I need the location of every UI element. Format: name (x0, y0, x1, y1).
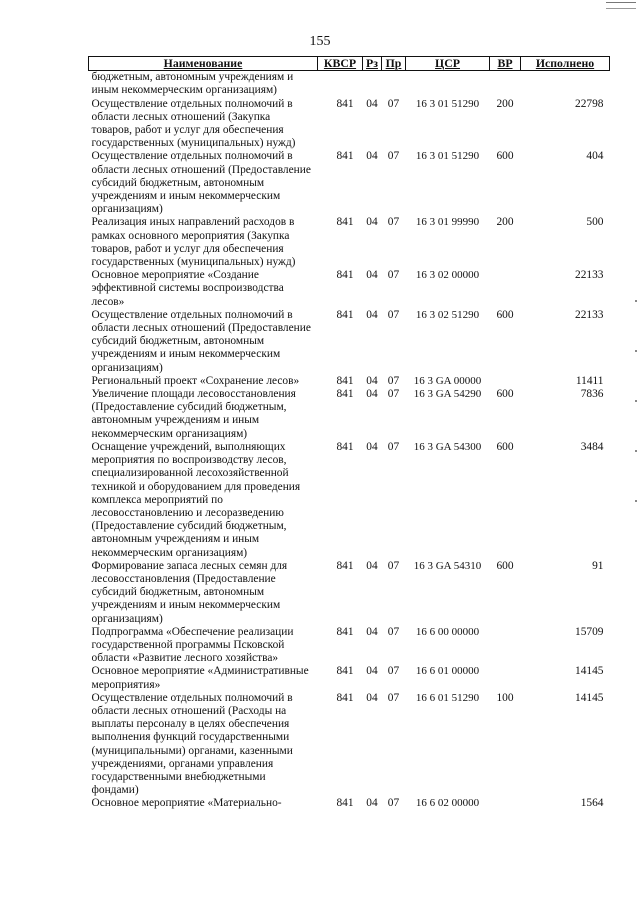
cell-csr: 16 3 GA 54300 (413, 440, 482, 453)
cell-isp: 1564 (580, 797, 604, 810)
cell-rz: 04 (366, 269, 378, 282)
cell-pr: 07 (387, 308, 400, 321)
table-header-row (89, 57, 610, 71)
cell-isp: 91 (592, 559, 604, 572)
cell-vr: 600 (496, 150, 514, 163)
cell-csr: 16 3 GA 54290 (413, 388, 482, 401)
cell-kvsr: 841 (336, 269, 354, 282)
cell-vr (490, 665, 521, 691)
cell-kvsr: 841 (336, 308, 354, 321)
cell-pr: 07 (387, 388, 400, 401)
header-kvsr: КВСР (318, 57, 363, 71)
cell-name: Осуществление отдельных полномочий в области лесных отношений (Предоставление субсидий бюджетным, автономным учреждениям и иным некоммерческим организациям) (91, 150, 311, 216)
cell-name: бюджетным, автономным учреждениям и иным некоммерческим организациям) (91, 71, 294, 97)
cell-name: Реализация иных направлений расходов в рамках основного мероприятия (Закупка товаров, работ и услуг для обеспечения государственных (муниципальных) нужд) (91, 216, 296, 269)
cell-vr: 600 (496, 388, 514, 401)
cell-name: Основное мероприятие «Административные мероприятия» (91, 665, 309, 691)
cell-kvsr: 841 (336, 797, 354, 810)
cell-vr (490, 71, 521, 98)
cell-isp: 22133 (575, 269, 604, 282)
cell-vr (490, 375, 521, 388)
header-pr: Пр (382, 57, 406, 71)
cell-isp: 14145 (575, 665, 604, 678)
cell-kvsr: 841 (336, 216, 354, 229)
header-csr: ЦСР (406, 57, 490, 71)
cell-isp: 500 (586, 216, 604, 229)
cell-name: Формирование запаса лесных семян для лесовосстановления (Предоставление субсидий бюджетным, автономным учреждениям и иным некоммерческим организациям) (91, 559, 288, 625)
cell-vr: 200 (496, 97, 514, 110)
cell-isp: 7836 (580, 388, 604, 401)
cell-pr: 07 (387, 374, 400, 387)
cell-pr: 07 (387, 269, 400, 282)
scan-corner-mark (606, 2, 636, 9)
cell-pr: 07 (387, 216, 400, 229)
cell-csr: 16 3 GA 54310 (413, 559, 482, 572)
cell-vr: 200 (496, 216, 514, 229)
cell-vr (490, 626, 521, 666)
cell-kvsr: 841 (336, 559, 354, 572)
cell-rz: 04 (366, 691, 378, 704)
header-rz: Рз (363, 57, 382, 71)
cell-name: Основное мероприятие «Материально- (91, 797, 282, 810)
cell-vr: 600 (496, 559, 514, 572)
cell-kvsr (318, 71, 363, 98)
cell-kvsr: 841 (336, 665, 354, 678)
cell-name: Основное мероприятие «Создание эффективной системы воспроизводства лесов» (91, 269, 284, 308)
cell-csr: 16 6 00 00000 (415, 625, 480, 638)
table-row (89, 626, 610, 666)
table-row (89, 269, 610, 309)
cell-isp (521, 71, 610, 98)
cell-pr: 07 (387, 440, 400, 453)
cell-isp: 15709 (575, 625, 604, 638)
cell-kvsr: 841 (336, 97, 354, 110)
table-row (89, 560, 610, 626)
table-row (89, 216, 610, 269)
cell-kvsr: 841 (336, 691, 354, 704)
cell-isp: 3484 (580, 440, 604, 453)
header-name: Наименование (89, 57, 318, 71)
cell-csr (406, 71, 490, 98)
header-isp: Исполнено (521, 57, 610, 71)
cell-kvsr: 841 (336, 374, 354, 387)
cell-isp: 11411 (575, 374, 604, 387)
cell-csr: 16 3 01 99990 (415, 216, 480, 229)
cell-rz: 04 (366, 308, 378, 321)
cell-csr: 16 6 01 00000 (415, 665, 480, 678)
cell-name: Подпрограмма «Обеспечение реализации государственной программы Псковской области «Развитие лесного хозяйства» (91, 625, 294, 665)
cell-rz: 04 (366, 440, 378, 453)
header-vr: ВР (490, 57, 521, 71)
cell-rz: 04 (366, 150, 378, 163)
table-row (89, 71, 610, 98)
budget-execution-table (88, 56, 610, 811)
cell-name: Увеличение площади лесовосстановления (Предоставление субсидий бюджетным, автономным учреждениям и иным некоммерческим организациям) (91, 388, 296, 440)
page-number: 155 (309, 34, 331, 49)
cell-pr: 07 (387, 691, 400, 704)
cell-rz (363, 71, 382, 98)
cell-csr: 16 6 02 00000 (415, 797, 480, 810)
cell-vr: 100 (496, 691, 514, 704)
cell-csr: 16 3 01 51290 (415, 150, 480, 163)
table-row (89, 150, 610, 216)
table-row (89, 98, 610, 151)
cell-rz: 04 (366, 216, 378, 229)
cell-vr (490, 269, 521, 309)
cell-csr: 16 3 02 51290 (415, 308, 480, 321)
cell-vr: 600 (496, 440, 514, 453)
cell-name: Оснащение учреждений, выполняющих мероприятия по воспроизводству лесов, специализированной лесохозяйственной техникой и оборудованием для проведения комплекса мероприятий по лесовосстановлению и лесоразведению (Предоставление субсидий бюджетным, автономным учреждениям и иным некоммерческим организациям) (91, 440, 301, 559)
cell-csr: 16 3 01 51290 (415, 97, 480, 110)
table-row (89, 441, 610, 560)
cell-rz: 04 (366, 797, 378, 810)
cell-isp: 22798 (575, 97, 604, 110)
cell-pr: 07 (387, 150, 400, 163)
table-row (89, 665, 610, 691)
cell-name: Осуществление отдельных полномочий в области лесных отношений (Закупка товаров, работ и услуг для обеспечения государственных (муниципальных) нужд) (91, 97, 296, 150)
table-row (89, 797, 610, 810)
cell-kvsr: 841 (336, 150, 354, 163)
cell-rz: 04 (366, 97, 378, 110)
cell-isp: 404 (586, 150, 604, 163)
table-row (89, 309, 610, 375)
cell-rz: 04 (366, 374, 378, 387)
cell-pr: 07 (387, 625, 400, 638)
scan-edge-marks (635, 300, 637, 550)
table-row (89, 375, 610, 388)
cell-pr: 07 (387, 559, 400, 572)
cell-name: Осуществление отдельных полномочий в области лесных отношений (Расходы на выплаты персоналу в целях обеспечения выполнения функций государственными (муниципальными) органами, казенными учреждениями, органами управления государственными внебюджетными фондами) (91, 691, 293, 797)
cell-isp: 14145 (575, 691, 604, 704)
cell-name: Региональный проект «Сохранение лесов» (91, 374, 300, 387)
cell-vr: 600 (496, 308, 514, 321)
cell-kvsr: 841 (336, 440, 354, 453)
cell-pr (382, 71, 406, 98)
cell-rz: 04 (366, 625, 378, 638)
cell-rz: 04 (366, 559, 378, 572)
cell-csr: 16 3 GA 00000 (413, 374, 482, 387)
cell-rz: 04 (366, 388, 378, 401)
cell-rz: 04 (366, 665, 378, 678)
cell-vr (490, 797, 521, 810)
table-row (89, 388, 610, 441)
cell-pr: 07 (387, 97, 400, 110)
cell-name: Осуществление отдельных полномочий в области лесных отношений (Предоставление субсидий бюджетным, автономным учреждениям и иным некоммерческим организациям) (91, 308, 311, 374)
cell-pr: 07 (387, 665, 400, 678)
cell-pr: 07 (387, 797, 400, 810)
cell-isp: 22133 (575, 308, 604, 321)
table-row (89, 692, 610, 798)
cell-csr: 16 6 01 51290 (415, 691, 480, 704)
cell-kvsr: 841 (336, 388, 354, 401)
cell-kvsr: 841 (336, 625, 354, 638)
cell-csr: 16 3 02 00000 (415, 269, 480, 282)
